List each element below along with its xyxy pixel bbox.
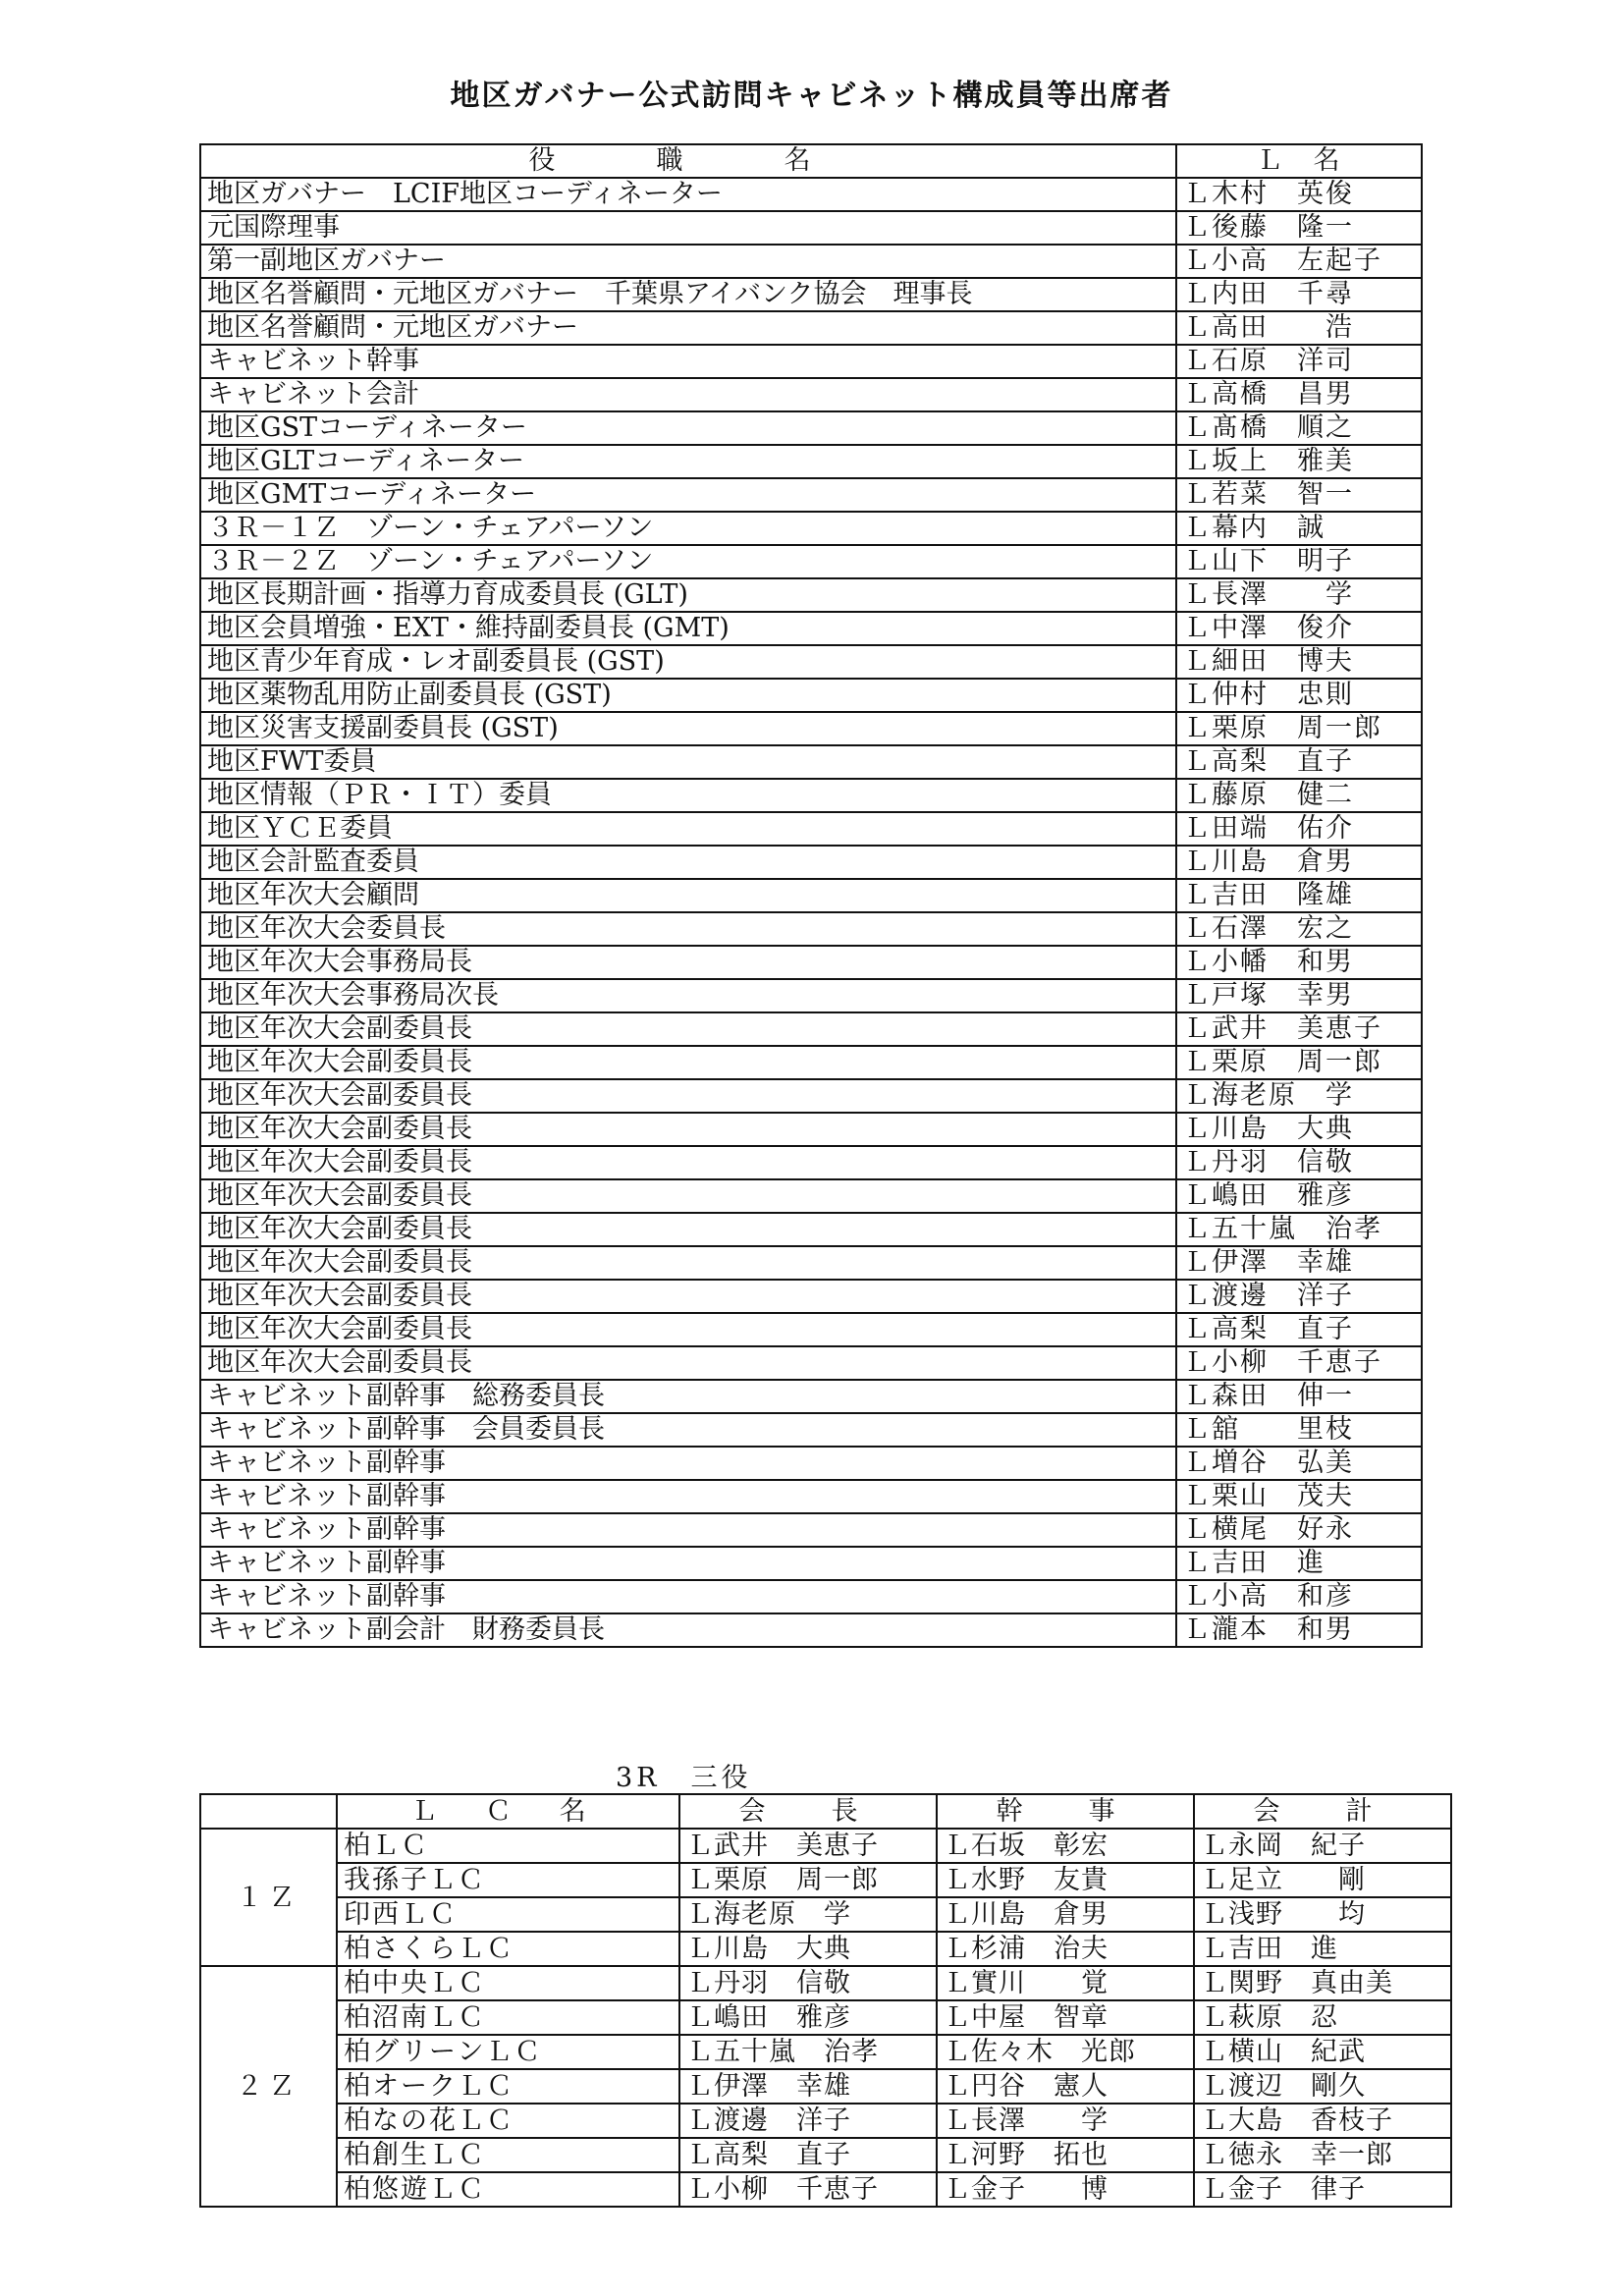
header-zone [200, 1794, 337, 1829]
officer-name: Ｌ幕内 誠 [1176, 512, 1422, 545]
club-name: 柏悠遊ＬＣ [337, 2172, 679, 2207]
officer-name: Ｌ小幡 和男 [1176, 946, 1422, 979]
officer-name: Ｌ小柳 千恵子 [1176, 1346, 1422, 1380]
officer-name: Ｌ丹羽 信敬 [1176, 1146, 1422, 1179]
officer-position: キャビネット幹事 [200, 345, 1176, 378]
officer-row [200, 1513, 1422, 1547]
officer-name: Ｌ小高 和彦 [1176, 1580, 1422, 1613]
officer-row [200, 1346, 1422, 1380]
club-secretary: Ｌ金子 博 [937, 2172, 1194, 2207]
officer-name: Ｌ高橋 昌男 [1176, 378, 1422, 411]
officer-position: 地区GSTコーディネーター [200, 411, 1176, 445]
officer-row [200, 1480, 1422, 1513]
officer-name: Ｌ戸塚 幸男 [1176, 979, 1422, 1012]
club-treasurer: Ｌ足立 剛 [1194, 1863, 1451, 1897]
officer-row [200, 979, 1422, 1012]
club-row [200, 2069, 1451, 2104]
officer-position: キャビネット副幹事 [200, 1547, 1176, 1580]
officer-position: 地区FWT委員 [200, 745, 1176, 779]
officer-name: Ｌ藤原 健二 [1176, 779, 1422, 812]
officer-position: キャビネット副幹事 [200, 1447, 1176, 1480]
officer-row [200, 311, 1422, 345]
officer-row [200, 178, 1422, 211]
header-club: Ｌ Ｃ 名 [337, 1794, 679, 1829]
officer-name: Ｌ坂上 雅美 [1176, 445, 1422, 478]
page-title: 地区ガバナー公式訪問キャビネット構成員等出席者 [450, 79, 1173, 113]
club-president: Ｌ小柳 千恵子 [679, 2172, 937, 2207]
club-name: 柏創生ＬＣ [337, 2138, 679, 2172]
officer-name: Ｌ吉田 進 [1176, 1547, 1422, 1580]
club-row [200, 1932, 1451, 1966]
officer-row [200, 645, 1422, 679]
officer-position: 地区GLTコーディネーター [200, 445, 1176, 478]
club-president: Ｌ嶋田 雅彦 [679, 2000, 937, 2035]
officer-row [200, 1580, 1422, 1613]
officer-name: Ｌ舘 里枝 [1176, 1413, 1422, 1447]
officer-name: Ｌ若菜 智一 [1176, 478, 1422, 512]
zone-label: １Ｚ [200, 1829, 337, 1966]
club-name: 柏なの花ＬＣ [337, 2104, 679, 2138]
officer-position: ３Ｒ－１Ｚ ゾーン・チェアパーソン [200, 512, 1176, 545]
officer-position: 地区年次大会副委員長 [200, 1113, 1176, 1146]
officer-name: Ｌ嶋田 雅彦 [1176, 1179, 1422, 1213]
officer-position: 地区年次大会副委員長 [200, 1280, 1176, 1313]
club-row [200, 2035, 1451, 2069]
officer-row [200, 1113, 1422, 1146]
officer-row [200, 512, 1422, 545]
officer-row [200, 1012, 1422, 1046]
officer-position: 地区年次大会副委員長 [200, 1313, 1176, 1346]
officer-row [200, 779, 1422, 812]
officer-position: キャビネット副幹事 [200, 1513, 1176, 1547]
club-treasurer: Ｌ横山 紀武 [1194, 2035, 1451, 2069]
clubs-subtitle: 3R 三役 [616, 1763, 752, 1793]
club-secretary: Ｌ水野 友貴 [937, 1863, 1194, 1897]
officer-row [200, 411, 1422, 445]
club-name: 柏ＬＣ [337, 1829, 679, 1863]
header-treasurer: 会 計 [1194, 1794, 1451, 1829]
officer-position: 地区年次大会副委員長 [200, 1179, 1176, 1213]
club-row [200, 2000, 1451, 2035]
club-treasurer: Ｌ渡辺 剛久 [1194, 2069, 1451, 2104]
officer-position: キャビネット副幹事 総務委員長 [200, 1380, 1176, 1413]
officer-position: 地区名誉顧問・元地区ガバナー [200, 311, 1176, 345]
officer-position: 地区年次大会委員長 [200, 912, 1176, 946]
club-president: Ｌ海老原 学 [679, 1897, 937, 1932]
officer-name: Ｌ伊澤 幸雄 [1176, 1246, 1422, 1280]
officer-name: Ｌ五十嵐 治孝 [1176, 1213, 1422, 1246]
officer-row [200, 445, 1422, 478]
club-name: 柏さくらＬＣ [337, 1932, 679, 1966]
club-treasurer: Ｌ吉田 進 [1194, 1932, 1451, 1966]
club-treasurer: Ｌ浅野 均 [1194, 1897, 1451, 1932]
club-row [200, 1966, 1451, 2000]
club-name: 柏グリーンＬＣ [337, 2035, 679, 2069]
officer-position: 地区薬物乱用防止副委員長 (GST) [200, 679, 1176, 712]
club-treasurer: Ｌ関野 真由美 [1194, 1966, 1451, 2000]
officer-row [200, 679, 1422, 712]
officer-name: Ｌ高梨 直子 [1176, 1313, 1422, 1346]
club-row [200, 1863, 1451, 1897]
officer-row [200, 712, 1422, 745]
officer-position: 地区名誉顧問・元地区ガバナー 千葉県アイバンク協会 理事長 [200, 278, 1176, 311]
officer-name: Ｌ後藤 隆一 [1176, 211, 1422, 245]
officer-name: Ｌ吉田 隆雄 [1176, 879, 1422, 912]
officer-row [200, 278, 1422, 311]
club-president: Ｌ渡邊 洋子 [679, 2104, 937, 2138]
officer-position: 地区ガバナー LCIF地区コーディネーター [200, 178, 1176, 211]
club-treasurer: Ｌ金子 律子 [1194, 2172, 1451, 2207]
officer-name: Ｌ仲村 忠則 [1176, 679, 1422, 712]
officer-row [200, 879, 1422, 912]
zone-label: ２Ｚ [200, 1966, 337, 2207]
officer-name: Ｌ川島 大典 [1176, 1113, 1422, 1146]
officer-name: Ｌ海老原 学 [1176, 1079, 1422, 1113]
officer-position: 地区GMTコーディネーター [200, 478, 1176, 512]
officer-position: キャビネット副幹事 [200, 1580, 1176, 1613]
officers-table [199, 143, 1423, 1648]
officer-row [200, 1413, 1422, 1447]
officer-position: 地区年次大会事務局長 [200, 946, 1176, 979]
officer-position: 地区年次大会顧問 [200, 879, 1176, 912]
officer-position: 地区情報（ＰＲ・ＩＴ）委員 [200, 779, 1176, 812]
officer-position: 地区年次大会副委員長 [200, 1246, 1176, 1280]
officer-name: Ｌ山下 明子 [1176, 545, 1422, 578]
officer-position: ３Ｒ－２Ｚ ゾーン・チェアパーソン [200, 545, 1176, 578]
club-treasurer: Ｌ大島 香枝子 [1194, 2104, 1451, 2138]
officer-name: Ｌ小高 左起子 [1176, 245, 1422, 278]
club-president: Ｌ伊澤 幸雄 [679, 2069, 937, 2104]
club-president: Ｌ川島 大典 [679, 1932, 937, 1966]
officer-position: 地区年次大会副委員長 [200, 1146, 1176, 1179]
officer-name: Ｌ増谷 弘美 [1176, 1447, 1422, 1480]
club-row [200, 2138, 1451, 2172]
club-president: Ｌ五十嵐 治孝 [679, 2035, 937, 2069]
officer-name: Ｌ木村 英俊 [1176, 178, 1422, 211]
officer-row [200, 1146, 1422, 1179]
officer-position: キャビネット副幹事 [200, 1480, 1176, 1513]
club-name: 印西ＬＣ [337, 1897, 679, 1932]
officer-row [200, 1547, 1422, 1580]
club-name: 我孫子ＬＣ [337, 1863, 679, 1897]
officer-position: 地区長期計画・指導力育成委員長 (GLT) [200, 578, 1176, 612]
officer-position: キャビネット副会計 財務委員長 [200, 1613, 1176, 1647]
officer-name: Ｌ中澤 俊介 [1176, 612, 1422, 645]
officer-name: Ｌ渡邊 洋子 [1176, 1280, 1422, 1313]
officer-row [200, 245, 1422, 278]
officer-name: Ｌ田端 佑介 [1176, 812, 1422, 846]
club-secretary: Ｌ川島 倉男 [937, 1897, 1194, 1932]
club-secretary: Ｌ円谷 憲人 [937, 2069, 1194, 2104]
club-treasurer: Ｌ徳永 幸一郎 [1194, 2138, 1451, 2172]
club-secretary: Ｌ石坂 彰宏 [937, 1829, 1194, 1863]
club-row [200, 2104, 1451, 2138]
club-row [200, 1897, 1451, 1932]
club-secretary: Ｌ河野 拓也 [937, 2138, 1194, 2172]
officer-position: 地区会員増強・EXT・維持副委員長 (GMT) [200, 612, 1176, 645]
club-president: Ｌ武井 美恵子 [679, 1829, 937, 1863]
officer-row [200, 745, 1422, 779]
officer-position: 地区ＹＣＥ委員 [200, 812, 1176, 846]
officer-name: Ｌ長澤 学 [1176, 578, 1422, 612]
officer-name: Ｌ森田 伸一 [1176, 1380, 1422, 1413]
officer-row [200, 578, 1422, 612]
officer-position: キャビネット会計 [200, 378, 1176, 411]
officer-row [200, 378, 1422, 411]
officer-name: Ｌ石澤 宏之 [1176, 912, 1422, 946]
header-position: 役 職 名 [200, 144, 1176, 178]
officer-row [200, 1079, 1422, 1113]
officer-row [200, 1213, 1422, 1246]
header-name: Ｌ 名 [1176, 144, 1422, 178]
officer-row [200, 1447, 1422, 1480]
officer-position: 地区年次大会副委員長 [200, 1346, 1176, 1380]
club-president: Ｌ丹羽 信敬 [679, 1966, 937, 2000]
club-secretary: Ｌ杉浦 治夫 [937, 1932, 1194, 1966]
officer-row [200, 478, 1422, 512]
club-name: 柏オークＬＣ [337, 2069, 679, 2104]
club-secretary: Ｌ實川 覚 [937, 1966, 1194, 2000]
officer-row [200, 846, 1422, 879]
officer-name: Ｌ高田 浩 [1176, 311, 1422, 345]
officer-row [200, 211, 1422, 245]
club-president: Ｌ栗原 周一郎 [679, 1863, 937, 1897]
officer-name: Ｌ石原 洋司 [1176, 345, 1422, 378]
officer-row [200, 1246, 1422, 1280]
club-row [200, 2172, 1451, 2207]
officer-row [200, 946, 1422, 979]
club-treasurer: Ｌ萩原 忍 [1194, 2000, 1451, 2035]
officer-position: 地区年次大会事務局次長 [200, 979, 1176, 1012]
officer-position: 地区年次大会副委員長 [200, 1046, 1176, 1079]
clubs-table [199, 1793, 1452, 2208]
officer-row [200, 1613, 1422, 1647]
officer-name: Ｌ栗原 周一郎 [1176, 1046, 1422, 1079]
officer-row [200, 1380, 1422, 1413]
officer-position: 地区年次大会副委員長 [200, 1213, 1176, 1246]
officer-row [200, 1179, 1422, 1213]
club-name: 柏中央ＬＣ [337, 1966, 679, 2000]
officer-row [200, 1313, 1422, 1346]
officer-position: 元国際理事 [200, 211, 1176, 245]
club-secretary: Ｌ佐々木 光郎 [937, 2035, 1194, 2069]
officer-name: Ｌ川島 倉男 [1176, 846, 1422, 879]
club-secretary: Ｌ中屋 智章 [937, 2000, 1194, 2035]
officer-row [200, 912, 1422, 946]
officer-row [200, 1046, 1422, 1079]
officer-position: 地区青少年育成・レオ副委員長 (GST) [200, 645, 1176, 679]
club-president: Ｌ高梨 直子 [679, 2138, 937, 2172]
officer-row [200, 545, 1422, 578]
officer-name: Ｌ栗原 周一郎 [1176, 712, 1422, 745]
officer-row [200, 345, 1422, 378]
officer-name: Ｌ内田 千尋 [1176, 278, 1422, 311]
clubs-header-row [200, 1794, 1451, 1829]
officer-row [200, 612, 1422, 645]
club-row [200, 1829, 1451, 1863]
officer-name: Ｌ髙橋 順之 [1176, 411, 1422, 445]
officer-name: Ｌ細田 博夫 [1176, 645, 1422, 679]
officer-name: Ｌ武井 美恵子 [1176, 1012, 1422, 1046]
officer-name: Ｌ栗山 茂夫 [1176, 1480, 1422, 1513]
officer-position: 地区災害支援副委員長 (GST) [200, 712, 1176, 745]
officers-header-row [200, 144, 1422, 178]
header-secretary: 幹 事 [937, 1794, 1194, 1829]
officer-position: 第一副地区ガバナー [200, 245, 1176, 278]
officer-name: Ｌ瀧本 和男 [1176, 1613, 1422, 1647]
officer-name: Ｌ横尾 好永 [1176, 1513, 1422, 1547]
officer-position: 地区会計監査委員 [200, 846, 1176, 879]
club-secretary: Ｌ長澤 学 [937, 2104, 1194, 2138]
club-name: 柏沼南ＬＣ [337, 2000, 679, 2035]
officer-name: Ｌ高梨 直子 [1176, 745, 1422, 779]
officer-position: 地区年次大会副委員長 [200, 1079, 1176, 1113]
header-president: 会 長 [679, 1794, 937, 1829]
officer-row [200, 812, 1422, 846]
club-treasurer: Ｌ永岡 紀子 [1194, 1829, 1451, 1863]
officer-position: キャビネット副幹事 会員委員長 [200, 1413, 1176, 1447]
officer-row [200, 1280, 1422, 1313]
officer-position: 地区年次大会副委員長 [200, 1012, 1176, 1046]
